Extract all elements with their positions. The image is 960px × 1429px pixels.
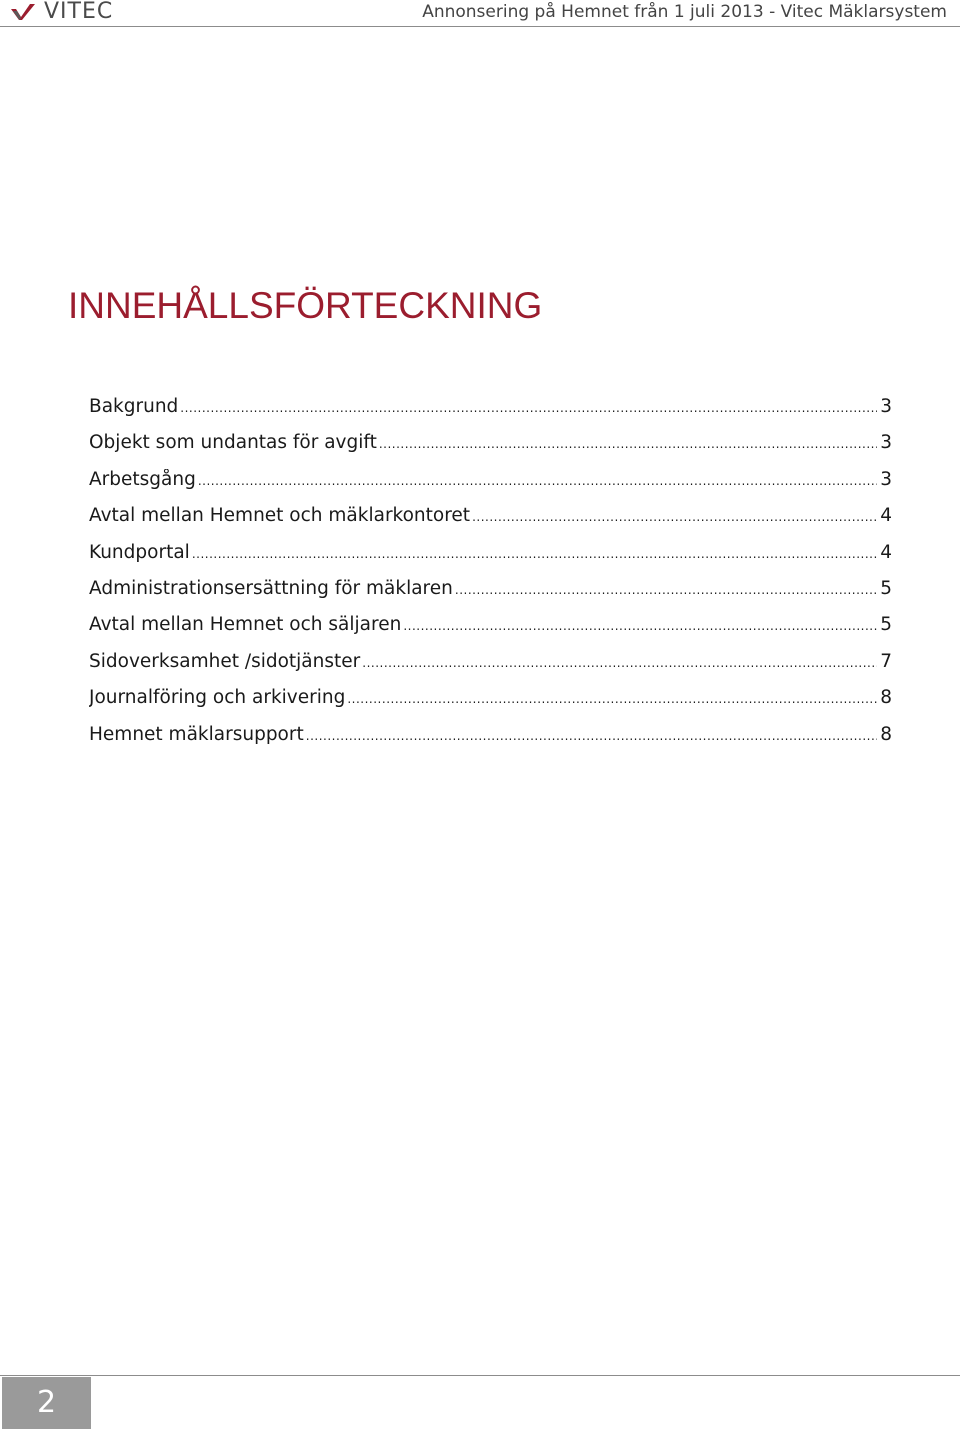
toc-leader-dots	[472, 510, 877, 524]
toc-heading: INNEHÅLLSFÖRTECKNING	[68, 285, 543, 326]
toc-entry-title: Sidoverksamhet /sidotjänster	[89, 650, 361, 672]
toc-entry-page: 4	[880, 505, 892, 527]
toc-entry[interactable]	[89, 505, 892, 541]
toc-entry-title: Avtal mellan Hemnet och mäklarkontoret	[89, 505, 471, 527]
toc-leader-dots	[306, 729, 877, 743]
toc-entry-page: 5	[880, 614, 892, 636]
toc-entry[interactable]	[89, 687, 892, 723]
vitec-logo	[10, 2, 113, 22]
toc-entry-page: 7	[880, 650, 892, 672]
toc-entry-page: 3	[880, 468, 892, 490]
toc-leader-dots	[403, 619, 877, 633]
toc-entry[interactable]	[89, 542, 892, 578]
toc-entry-title: Bakgrund	[89, 396, 179, 417]
toc-entry[interactable]	[89, 432, 892, 468]
toc-entry[interactable]	[89, 614, 892, 650]
toc-leader-dots	[198, 474, 877, 488]
toc-leader-dots	[180, 401, 877, 415]
logo-text: VITEC	[44, 0, 114, 24]
toc-entry-title: Hemnet mäklarsupport	[89, 723, 304, 745]
toc-entry-page: 3	[880, 396, 892, 417]
toc-leader-dots	[379, 437, 877, 451]
page-number: 2	[36, 1385, 57, 1420]
toc-entry-title: Avtal mellan Hemnet och säljaren	[89, 614, 402, 636]
vitec-check-mark-icon	[10, 3, 36, 21]
document-title: Annonsering på Hemnet från 1 juli 2013 - Vitec Mäklarsystem	[422, 2, 947, 22]
toc-entry-title: Journalföring och arkivering	[89, 687, 346, 709]
table-of-contents	[89, 396, 892, 760]
toc-entry-title: Objekt som undantas för avgift	[89, 432, 377, 454]
toc-entry[interactable]	[89, 396, 892, 432]
footer-divider	[0, 1375, 960, 1376]
toc-leader-dots	[362, 656, 877, 670]
toc-entry-page: 8	[880, 723, 892, 745]
toc-entry-page: 5	[880, 577, 892, 599]
toc-entry-title: Administrationsersättning för mäklaren	[89, 577, 453, 599]
page-header	[0, 0, 960, 27]
toc-entry-page: 4	[880, 541, 892, 563]
toc-entry[interactable]	[89, 651, 892, 687]
toc-leader-dots	[455, 583, 877, 597]
toc-entry-title: Kundportal	[89, 541, 190, 563]
toc-leader-dots	[347, 692, 877, 706]
toc-entry[interactable]	[89, 724, 892, 760]
toc-entry-title: Arbetsgång	[89, 468, 196, 490]
toc-entry[interactable]	[89, 578, 892, 614]
toc-leader-dots	[192, 547, 877, 561]
toc-entry-page: 8	[880, 687, 892, 709]
page-number-badge	[2, 1377, 91, 1429]
toc-entry[interactable]	[89, 469, 892, 505]
toc-entry-page: 3	[880, 432, 892, 454]
